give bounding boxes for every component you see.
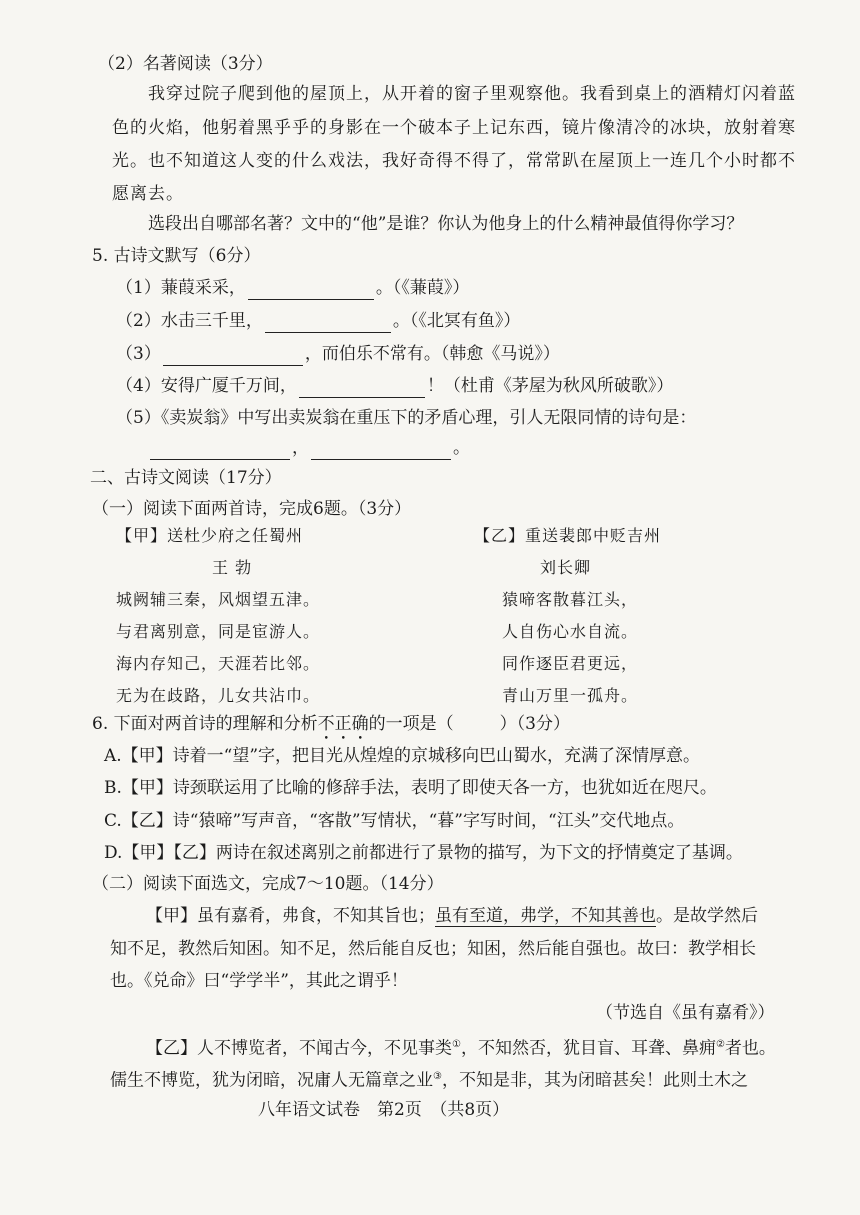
passage-a-line-1-post: 。是故学然后 — [656, 906, 758, 926]
famous-reading-question: 选段出自哪部名著？文中的“他”是谁？你认为他身上的什么精神最值得你学习？ — [148, 214, 744, 234]
q5-item-5-end: 。 — [453, 438, 470, 458]
passage-b-line-1-end: 者也。 — [724, 1038, 776, 1059]
poem-a-line: 海内存知己，天涯若比邻。 — [116, 654, 321, 673]
poem-a-line: 无为在歧路，儿女共沾巾。 — [116, 686, 321, 705]
poem-a — [116, 520, 320, 712]
section2-part1: （一）阅读下面两首诗，完成6题。（3分） — [92, 499, 412, 519]
q5-item-1-pre: （1）蒹葭采采， — [116, 278, 246, 298]
poem-b-title: 【乙】重送裴郎中贬吉州 — [474, 526, 662, 545]
poem-b-line: 青山万里一孤舟。 — [502, 686, 639, 705]
q5-item-5-answer — [148, 436, 470, 460]
poem-a-title: 【甲】送杜少府之任蜀州 — [116, 526, 304, 545]
poem-b-author: 刘长卿 — [540, 558, 592, 577]
passage-a-line-1 — [146, 904, 758, 928]
passage-b-line-2-pre: 儒生不博览，犹为闭暗，况庸人无篇章之业 — [110, 1070, 433, 1091]
q5-item-3-pre: （3） — [116, 344, 161, 364]
q6-option-d: D.【甲】【乙】两诗在叙述离别之前都进行了景物的描写，为下文的抒情奠定了基调。 — [104, 843, 743, 863]
famous-reading-heading: （2）名著阅读（3分） — [98, 54, 273, 74]
passage-b-line-2-post: ，不知是非，其为闭暗甚矣！此则土木之 — [441, 1070, 748, 1091]
q6-option-a: A.【甲】诗着一“望”字，把目光从煌煌的京城移向巴山蜀水，充满了深情厚意。 — [104, 746, 701, 766]
part2-heading: （二）阅读下面选文，完成7～10题。（14分） — [92, 874, 444, 894]
poem-a-author: 王 勃 — [212, 558, 253, 577]
passage-line-3: 光。也不知道这人变的什么戏法，我好奇得不得了，常常趴在屋顶上一连几个小时都不 — [112, 151, 796, 171]
q5-item-5-blank-1[interactable] — [150, 441, 290, 460]
q6-stem-part-a: 6. 下面对两首诗的理解和分析 — [92, 714, 318, 734]
q6-option-c: C.【乙】诗“猿啼”写声音，“客散”写情状，“暮”字写时间，“江头”交代地点。 — [104, 811, 685, 831]
q5-item-5: （5）《卖炭翁》中写出卖炭翁在重压下的矛盾心理，引人无限同情的诗句是： — [116, 408, 697, 428]
q5-heading: 5. 古诗文默写（6分） — [92, 246, 261, 266]
poem-b-line: 人自伤心水自流。 — [502, 622, 639, 641]
passage-line-4: 愿离去。 — [112, 184, 184, 204]
passage-a-line-1-pre: 【甲】虽有嘉肴，弗食，不知其旨也； — [146, 906, 435, 926]
q5-item-4 — [116, 374, 673, 398]
section2-heading: 二、古诗文阅读（17分） — [90, 468, 282, 488]
q5-item-2-pre: （2）水击三千里， — [116, 311, 263, 331]
q5-item-4-pre: （4）安得广厦千万间， — [116, 376, 297, 396]
q5-item-5-blank-2[interactable] — [311, 441, 451, 460]
poem-a-line: 城阙辅三秦，风烟望五津。 — [116, 590, 321, 609]
q6-stem-part-b: 的一项是（ — [368, 714, 454, 734]
q5-item-1-blank[interactable] — [248, 281, 374, 300]
q5-item-2-post: 。（《北冥有鱼》） — [392, 311, 521, 331]
poem-b-line: 同作逐臣君更远， — [502, 654, 639, 673]
q5-item-2-blank[interactable] — [265, 314, 391, 333]
passage-a-line-3: 也。《兑命》曰“学学半”，其此之谓乎！ — [110, 971, 408, 991]
q5-item-1 — [116, 276, 469, 300]
page-footer: 八年语文试卷 第2页 （共8页） — [258, 1100, 510, 1120]
passage-a-source: （节选自《虽有嘉肴》） — [596, 1003, 775, 1023]
poem-b-line: 猿啼客散暮江头， — [502, 590, 639, 609]
q5-item-5-sep: ， — [292, 438, 309, 458]
q6-stem-part-c: ）（3分） — [499, 714, 570, 734]
q5-item-3 — [116, 342, 560, 366]
poem-b — [474, 520, 661, 712]
passage-b-line-2 — [110, 1065, 748, 1093]
q5-item-3-post: ，而伯乐不常有。（韩愈《马说》） — [304, 344, 560, 364]
footnote-marker-2: ② — [715, 1039, 725, 1050]
footnote-marker-1: ① — [452, 1039, 461, 1050]
passage-b-line-1-post: ，不知然否，犹目盲、耳聋、鼻痈 — [460, 1038, 716, 1059]
q6-stem-emphasis: 不正确 — [317, 714, 369, 734]
passage-line-1: 我穿过院子爬到他的屋顶上，从开着的窗子里观察他。我看到桌上的酒精灯闪着蓝 — [148, 84, 796, 104]
passage-b-line-1-pre: 【乙】人不博览者，不闻古今，不见事类 — [146, 1038, 452, 1059]
q6-option-b: B.【甲】诗颈联运用了比喻的修辞手法，表明了即使天各一方，也犹如近在咫尺。 — [104, 778, 717, 798]
passage-line-2: 色的火焰，他躬着黑乎乎的身影在一个破本子上记东西，镜片像清冷的冰块，放射着寒 — [112, 118, 796, 138]
q5-item-3-blank[interactable] — [163, 347, 303, 366]
passage-a-line-2: 知不足，教然后知困。知不足，然后能自反也；知困，然后能自强也。故曰：教学相长 — [110, 939, 756, 959]
poem-a-line: 与君离别意，同是宦游人。 — [116, 622, 321, 641]
q5-item-4-post: ！（杜甫《茅屋为秋风所破歌》） — [426, 376, 674, 396]
q6-stem — [92, 712, 570, 744]
footnote-marker-3: ③ — [433, 1071, 442, 1082]
q5-item-4-blank[interactable] — [299, 379, 425, 398]
passage-a-underlined: 虽有至道，弗学，不知其善也 — [435, 906, 656, 926]
q5-item-1-post: 。（《蒹葭》） — [375, 278, 470, 298]
passage-b-line-1 — [146, 1033, 776, 1061]
q5-item-2 — [116, 309, 520, 333]
